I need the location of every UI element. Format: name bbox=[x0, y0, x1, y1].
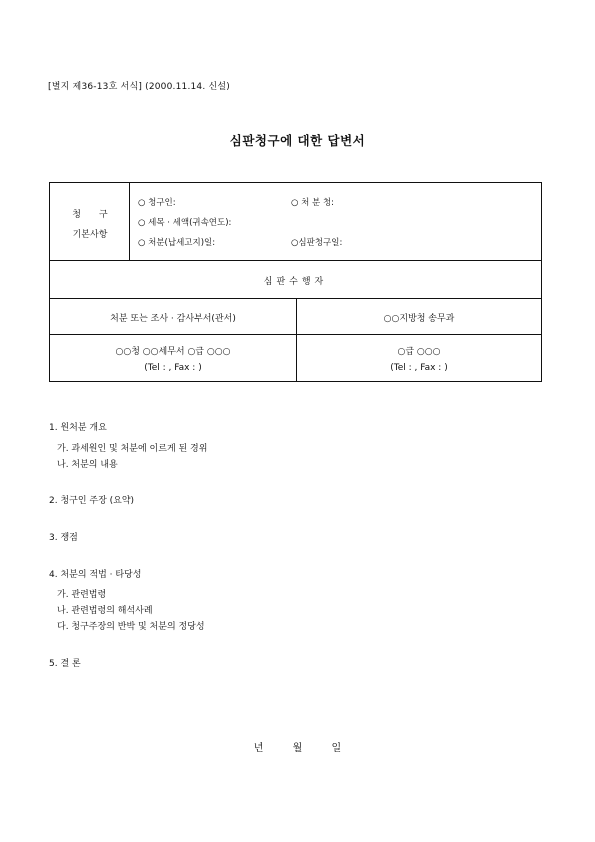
disposal-date-field: ○ 처분(납세고지)일: bbox=[138, 238, 216, 248]
basic-info-row bbox=[50, 183, 541, 261]
left-person: ○○청 ○○세무서 ○급 ○○○ bbox=[115, 347, 231, 357]
section-item: 가. 과세원인 및 처분에 이르게 된 경위 bbox=[57, 444, 208, 454]
tax-item-field: ○ 세목 · 세액(귀속연도): bbox=[138, 218, 232, 228]
signature-date bbox=[0, 739, 595, 754]
column-divider bbox=[296, 335, 297, 381]
day-label: 일 bbox=[331, 743, 342, 754]
contact-row bbox=[50, 335, 541, 381]
right-person: ○급 ○○○ bbox=[397, 347, 441, 357]
document-title: 심판청구에 대한 답변서 bbox=[229, 133, 366, 148]
claimant-field: ○ 청구인: bbox=[138, 198, 176, 208]
left-dept-header: 처분 또는 조사 · 감사부서(관서) bbox=[110, 314, 236, 324]
month-label: 월 bbox=[292, 743, 303, 754]
claim-date-field: ○심판청구일: bbox=[291, 238, 343, 248]
department-row bbox=[50, 299, 541, 335]
section-heading: 3. 쟁점 bbox=[49, 533, 78, 543]
section-heading: 1. 원처분 개요 bbox=[49, 423, 107, 433]
performer-header-row bbox=[50, 261, 541, 299]
form-reference: [별지 제36-13호 서식] (2000.11.14. 신설) bbox=[48, 82, 230, 92]
basic-info-label-line1: 청구 bbox=[72, 210, 126, 220]
basic-info-label-line2: 기본사항 bbox=[72, 230, 108, 240]
performer-header: 심판수행자 bbox=[263, 277, 328, 287]
section-heading: 5. 결 론 bbox=[49, 659, 81, 669]
right-contact: (Tel : , Fax : ) bbox=[390, 363, 448, 373]
section-heading: 4. 처분의 적법 · 타당성 bbox=[49, 570, 142, 580]
section-item: 가. 관련법령 bbox=[57, 590, 107, 600]
section-heading: 2. 청구인 주장 (요약) bbox=[49, 496, 135, 506]
info-table bbox=[49, 182, 542, 382]
left-contact: (Tel : , Fax : ) bbox=[144, 363, 202, 373]
right-dept-header: ○○지방청 송무과 bbox=[383, 314, 455, 324]
section-item: 나. 처분의 내용 bbox=[57, 460, 118, 470]
year-label: 년 bbox=[253, 743, 264, 754]
section-item: 다. 청구주장의 반박 및 처분의 정당성 bbox=[57, 622, 205, 632]
agency-field: ○ 처 분 청: bbox=[291, 198, 335, 208]
basic-info-label bbox=[50, 183, 130, 260]
section-item: 나. 관련법령의 해석사례 bbox=[57, 606, 153, 616]
